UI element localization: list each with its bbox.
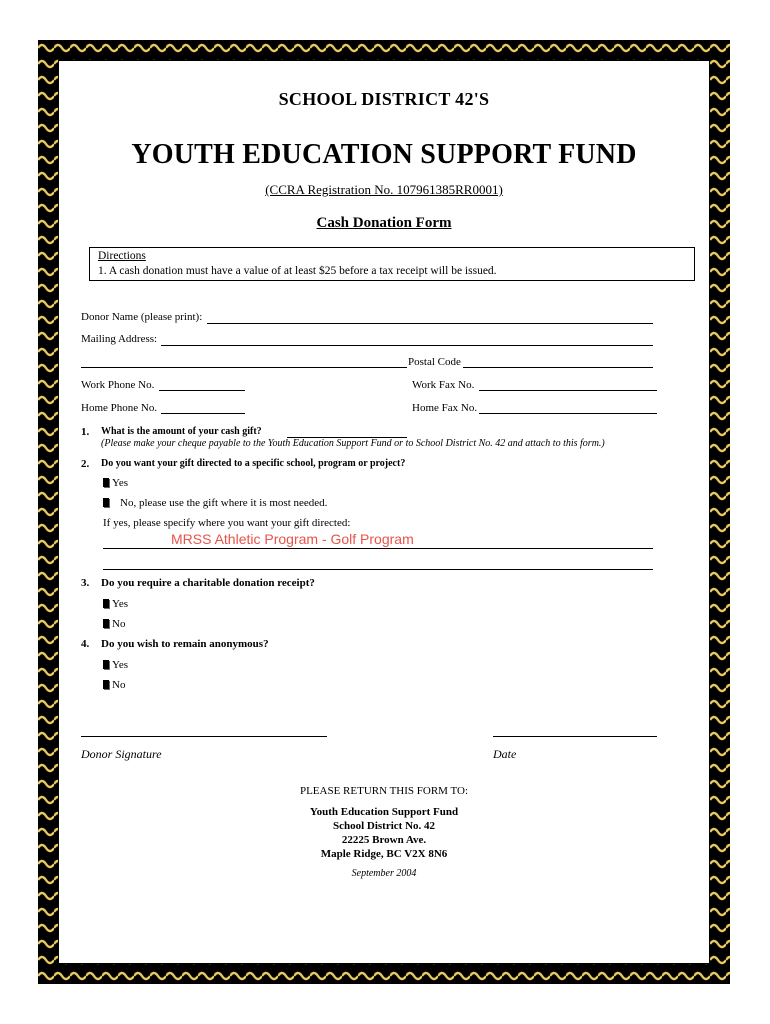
q2-specify-label: If yes, please specify where you want your gift directed: xyxy=(103,517,351,529)
form-page xyxy=(58,60,710,964)
home-fax-label: Home Fax No. xyxy=(412,402,478,414)
q3-yes-label: Yes xyxy=(112,598,129,610)
gift-direction-field-line2[interactable] xyxy=(103,569,653,570)
gift-direction-answer: MRSS Athletic Program - Golf Program xyxy=(171,531,414,547)
q4-no-checkbox[interactable] xyxy=(103,680,109,689)
home-phone-label: Home Phone No. xyxy=(81,402,158,414)
mailing-address-field[interactable] xyxy=(161,345,653,346)
q3-no-label: No xyxy=(112,618,126,630)
q4-yes-label: Yes xyxy=(112,659,129,671)
question-4-number: 4. xyxy=(81,638,90,650)
q4-yes-option[interactable] xyxy=(103,659,128,671)
directions-item: 1. A cash donation must have a value of at least $25 before a tax receipt will be issued. xyxy=(98,265,497,277)
q2-no-option[interactable] xyxy=(103,497,327,509)
return-address-line-3: 22225 Brown Ave. xyxy=(341,834,427,846)
question-1-text: What is the amount of your cash gift? xyxy=(101,426,262,437)
question-1-note: (Please make your cheque payable to the Youth Education Support Fund or to School District No. 42 and attach to this form.) xyxy=(101,438,605,449)
q3-yes-checkbox[interactable] xyxy=(103,599,109,608)
date-label: Date xyxy=(493,747,517,761)
mailing-address-line2-field[interactable] xyxy=(81,367,407,368)
q4-no-label: No xyxy=(112,679,126,691)
return-address-line-2: School District No. 42 xyxy=(332,820,436,832)
q2-yes-option[interactable] xyxy=(103,477,128,489)
q2-no-checkbox[interactable] xyxy=(103,498,109,507)
work-phone-field[interactable] xyxy=(159,390,245,391)
directions-box xyxy=(89,247,695,281)
form-title: Cash Donation Form xyxy=(316,215,452,231)
mailing-address-label: Mailing Address: xyxy=(81,333,158,345)
gift-direction-field[interactable] xyxy=(103,548,653,549)
donor-signature-field[interactable] xyxy=(81,736,327,737)
registration-number: (CCRA Registration No. 107961385RR0001) xyxy=(265,182,503,197)
date-field[interactable] xyxy=(493,736,657,737)
work-fax-field[interactable] xyxy=(479,390,657,391)
return-address-line-1: Youth Education Support Fund xyxy=(309,806,459,818)
question-3-number: 3. xyxy=(81,577,90,589)
question-2-text: Do you want your gift directed to a specific school, program or project? xyxy=(101,458,406,469)
work-phone-label: Work Phone No. xyxy=(81,379,155,391)
q3-no-option[interactable] xyxy=(103,618,125,630)
fund-title: YOUTH EDUCATION SUPPORT FUND xyxy=(131,139,637,170)
work-fax-label: Work Fax No. xyxy=(412,379,475,391)
directions-heading: Directions xyxy=(98,250,146,262)
q2-no-label: No, please use the gift where it is most needed. xyxy=(120,497,328,509)
question-1-number: 1. xyxy=(81,426,90,438)
q2-yes-label: Yes xyxy=(112,477,129,489)
question-4-text: Do you wish to remain anonymous? xyxy=(101,638,269,650)
question-2-number: 2. xyxy=(81,458,90,470)
q2-yes-checkbox[interactable] xyxy=(103,478,109,487)
q3-no-checkbox[interactable] xyxy=(103,619,109,628)
q4-no-option[interactable] xyxy=(103,679,125,691)
donor-signature-label: Donor Signature xyxy=(81,747,162,761)
return-address-line-4: Maple Ridge, BC V2X 8N6 xyxy=(320,848,448,860)
home-fax-field[interactable] xyxy=(479,413,657,414)
return-heading: PLEASE RETURN THIS FORM TO: xyxy=(299,785,469,797)
donor-name-label: Donor Name (please print): xyxy=(81,311,203,323)
form-date: September 2004 xyxy=(351,868,417,879)
postal-code-field[interactable] xyxy=(463,367,653,368)
q3-yes-option[interactable] xyxy=(103,598,128,610)
district-heading: SCHOOL DISTRICT 42'S xyxy=(278,89,490,109)
question-3-text: Do you require a charitable donation receipt? xyxy=(101,577,315,589)
q4-yes-checkbox[interactable] xyxy=(103,660,109,669)
donor-name-field[interactable] xyxy=(207,323,653,324)
home-phone-field[interactable] xyxy=(161,413,245,414)
postal-code-label: Postal Code xyxy=(408,356,461,368)
